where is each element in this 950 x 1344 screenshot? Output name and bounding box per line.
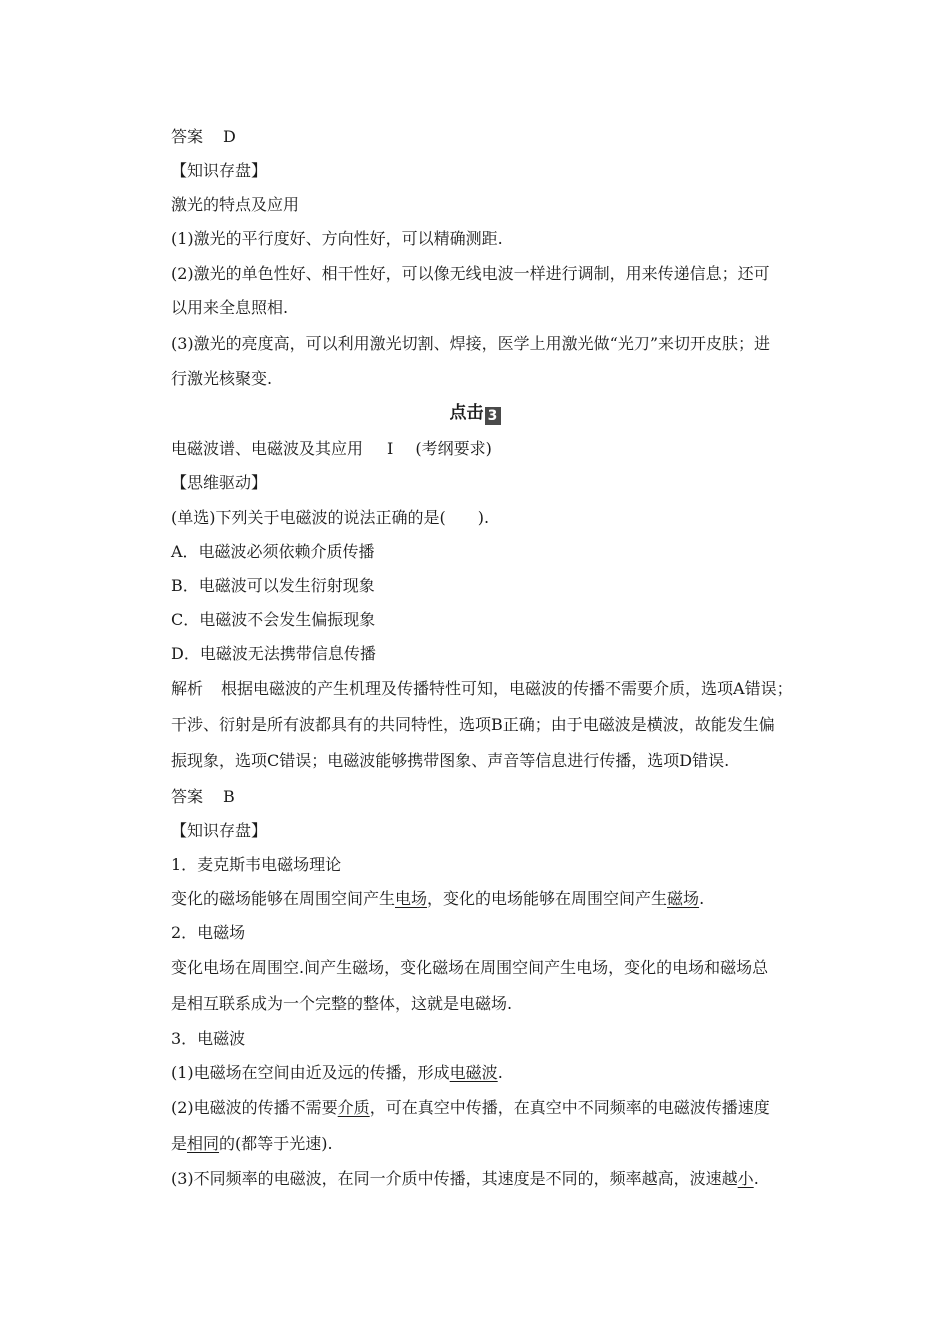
option-c: C．电磁波不会发生偏振现象 [171,610,376,629]
text-run: . [699,889,705,908]
option-b: B．电磁波可以发生衍射现象 [171,576,375,595]
knowledge-point-1: (1)激光的平行度好、方向性好，可以精确测距. [171,229,503,248]
thinking-header: 【思维驱动】 [171,473,268,492]
section-2-line-1: 变化电场在周围空.间产生磁场，变化磁场在周围空间产生电场，变化的电场和磁场总 [171,958,769,977]
text-run: (1)电磁场在空间由近及远的传播，形成 [171,1063,450,1082]
analysis-line-1 [171,679,811,699]
text-run: ，可在真空中传播，在真空中不同频率的电磁波传播速度 [369,1098,770,1117]
knowledge-point-3-line-2: 行激光核聚变. [171,369,273,388]
prev-answer-line [171,127,811,147]
text-run: (2)电磁波的传播不需要 [171,1098,338,1117]
section-3-title: 3．电磁波 [171,1029,246,1048]
text-run: 是 [171,1134,188,1153]
text-run: . [753,1169,759,1188]
text-run: (3)不同频率的电磁波，在同一介质中传播，其速度是不同的，频率越高，波速越 [171,1169,738,1188]
topic-note: (考纲要求) [415,439,492,458]
blank-answer: 介质 [337,1098,370,1117]
answer-label: 答案 [171,787,204,806]
text-run: 的(都等于光速). [219,1134,333,1153]
answer-value: B [223,787,235,806]
blank-answer: 磁场 [667,889,700,908]
section-title: 点击 [449,403,484,423]
knowledge-point-2-line-2: 以用来全息照相. [171,298,289,317]
question-stem: (单选)下列关于电磁波的说法正确的是( ). [171,508,490,527]
text-run: . [497,1063,503,1082]
topic-line [171,439,811,459]
section-number-badge: 3 [485,407,501,425]
analysis-text-1: 根据电磁波的产生机理及传播特性可知，电磁波的传播不需要介质，选项A错误； [221,679,793,698]
text-run: 变化的磁场能够在周围空间产生 [171,889,396,908]
knowledge-point-3-line-1: (3)激光的亮度高，可以利用激光切割、焊接，医学上用激光做“光刀”来切开皮肤；进 [171,334,771,353]
section-1-text [171,889,811,909]
option-a: A．电磁波必须依赖介质传播 [171,542,375,561]
blank-answer: 相同 [187,1134,220,1153]
section-1-title: 1．麦克斯韦电磁场理论 [171,855,342,874]
blank-answer: 电场 [395,889,428,908]
knowledge-point-2-line-1: (2)激光的单色性好、相干性好，可以像无线电波一样进行调制，用来传递信息；还可 [171,264,770,283]
blank-answer: 小 [737,1169,754,1188]
section-2-title: 2．电磁场 [171,923,246,942]
section-3-point-2-line-1 [171,1098,811,1118]
answer-label: 答案 [171,127,204,146]
option-d: D．电磁波无法携带信息传播 [171,644,376,663]
section-heading [0,402,950,425]
section-3-point-2-line-2 [171,1134,811,1154]
knowledge-header: 【知识存盘】 [171,821,268,840]
knowledge-header: 【知识存盘】 [171,161,268,180]
answer-line [171,787,811,807]
answer-value: D [223,127,236,146]
blank-answer: 电磁波 [449,1063,498,1082]
section-3-point-1 [171,1063,811,1083]
section-2-line-2: 是相互联系成为一个完整的整体，这就是电磁场. [171,994,513,1013]
analysis-label: 解析 [171,679,204,698]
knowledge-title: 激光的特点及应用 [171,195,300,214]
topic-name: 电磁波谱、电磁波及其应用 [171,439,364,458]
analysis-line-2: 干涉、衍射是所有波都具有的共同特性，选项B正确；由于电磁波是横波，故能发生偏 [171,715,775,734]
topic-level: Ⅰ [387,439,394,458]
section-3-point-3 [171,1169,811,1189]
analysis-line-3: 振现象，选项C错误；电磁波能够携带图象、声音等信息进行传播，选项D错误. [171,751,730,770]
text-run: ，变化的电场能够在周围空间产生 [427,889,668,908]
